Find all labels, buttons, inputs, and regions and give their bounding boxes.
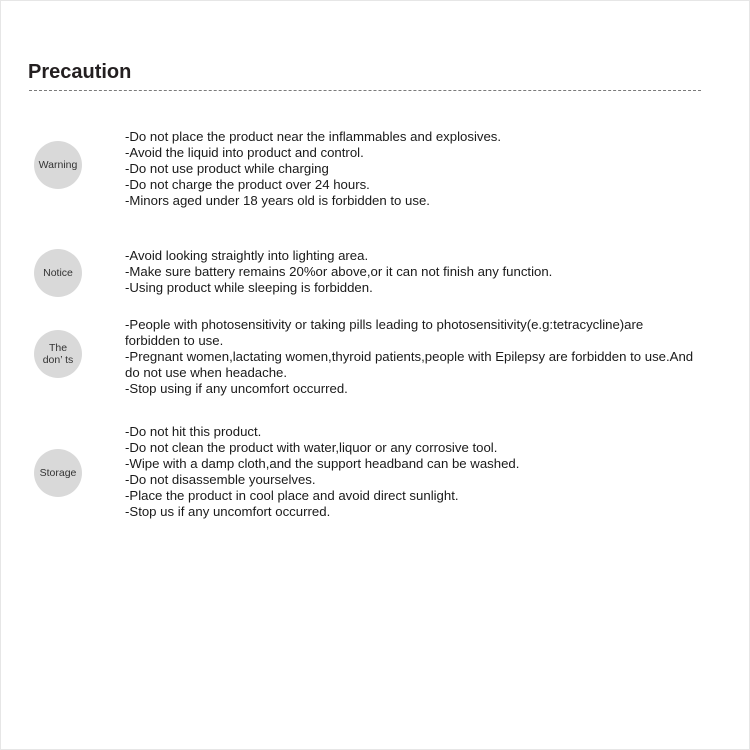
- donts-label: [43, 342, 74, 366]
- list-item: -Place the product in cool place and avoid direct sunlight.: [125, 488, 459, 503]
- list-item: -Do not charge the product over 24 hours.: [125, 177, 370, 192]
- list-item: -Make sure battery remains 20%or above,or it can not finish any function.: [125, 264, 553, 279]
- storage-label: Storage: [39, 467, 77, 479]
- donts-badge: [34, 330, 82, 378]
- notice-badge: [34, 249, 82, 297]
- storage-badge: [34, 449, 82, 497]
- warning-list: [125, 129, 715, 209]
- warning-label: Warning: [38, 159, 78, 171]
- notice-list: [125, 248, 715, 296]
- list-item: -People with photosensitivity or taking pills leading to photosensitivity(e.g:tetracycline)are forbidden to use.: [125, 317, 644, 348]
- list-item: -Do not disassemble yourselves.: [125, 472, 316, 487]
- donts-label-line2: don’ ts: [42, 354, 74, 366]
- donts-list: [125, 317, 700, 397]
- warning-badge: [34, 141, 82, 189]
- list-item: -Do not place the product near the inflammables and explosives.: [125, 129, 502, 144]
- storage-list: [125, 424, 715, 520]
- list-item: -Pregnant women,lactating women,thyroid patients,people with Epilepsy are forbidden to use.And do not use when headache.: [125, 349, 694, 380]
- list-item: -Stop us if any uncomfort occurred.: [125, 504, 331, 519]
- list-item: -Avoid the liquid into product and control.: [125, 145, 364, 160]
- notice-label: Notice: [43, 267, 73, 279]
- list-item: -Using product while sleeping is forbidden.: [125, 280, 373, 295]
- list-item: -Stop using if any uncomfort occurred.: [125, 381, 348, 396]
- list-item: -Do not use product while charging: [125, 161, 329, 176]
- list-item: -Minors aged under 18 years old is forbidden to use.: [125, 193, 430, 208]
- list-item: -Avoid looking straightly into lighting area.: [125, 248, 369, 263]
- list-item: -Do not hit this product.: [125, 424, 262, 439]
- donts-label-line1: The: [48, 342, 68, 354]
- page-title: Precaution: [28, 61, 132, 83]
- dashed-divider: [29, 90, 701, 91]
- list-item: -Wipe with a damp cloth,and the support headband can be washed.: [125, 456, 520, 471]
- list-item: -Do not clean the product with water,liquor or any corrosive tool.: [125, 440, 498, 455]
